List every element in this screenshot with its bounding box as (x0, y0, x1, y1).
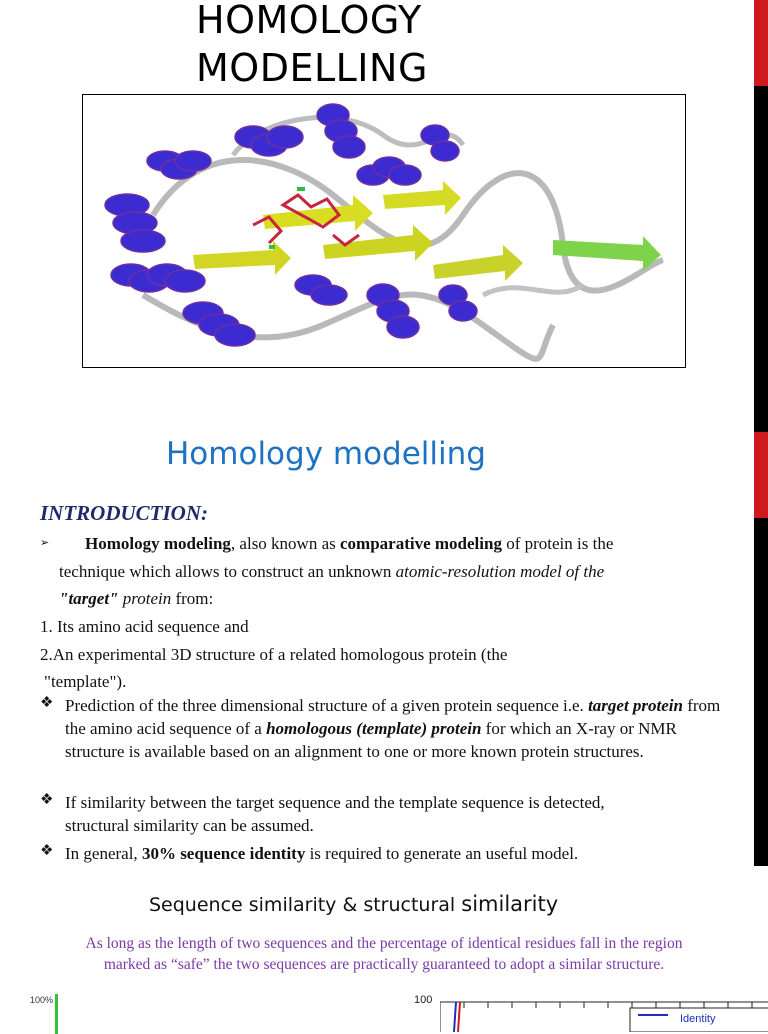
intro-line-2: technique which allows to construct an unknown atomic-resolution model of the (59, 562, 605, 581)
diamond-bullet-icon: ❖ (40, 695, 54, 711)
legend-line-icon (638, 1014, 668, 1016)
bullet-paragraph-3: In general, 30% sequence identity is required to generate an useful model. (65, 844, 579, 863)
list-item-2: 2.An experimental 3D structure of a related homologous protein (the (40, 645, 508, 664)
red-accent-top (754, 0, 768, 86)
red-accent-middle (754, 432, 768, 518)
section-heading: Homology modelling (166, 436, 486, 472)
protein-structure-image (82, 94, 686, 368)
diamond-bullet-icon: ❖ (40, 843, 54, 859)
bullet-paragraph-1: Prediction of the three dimensional structure of a given protein sequence i.e. target protein from the amino acid sequence of a homologous (template) protein for which an X-ray or NMR structure is available based on an alignment to one or more known protein structures. (65, 696, 721, 761)
slide-edge-strip (754, 0, 768, 1024)
right-chart-tick: 100 (414, 994, 433, 1006)
right-chart-plot (440, 992, 768, 1032)
legend-label: Identity (680, 1013, 716, 1025)
left-chart-tick: 100% (30, 995, 54, 1005)
left-chart-bar (55, 994, 58, 1034)
intro-line-1: Homology modeling, also known as comparative modeling of protein is the (85, 534, 614, 553)
sub-heading: Sequence similarity & structural similarity (149, 892, 559, 916)
protein-ribbon-illustration (83, 95, 685, 367)
introduction-heading: INTRODUCTION: (40, 501, 208, 525)
diamond-bullet-icon: ❖ (40, 792, 54, 808)
list-item-2-continued: "template"). (44, 672, 127, 691)
arrow-bullet-icon: ➢ (40, 537, 50, 549)
intro-line-3: "target" protein from: (59, 589, 214, 608)
page-title: HOMOLOGY MODELLING (196, 0, 428, 90)
left-chart-fragment (30, 990, 53, 1008)
note-text: As long as the length of two sequences and the percentage of identical residues fall in the region marked as “safe” the two sequences are practically guaranteed to adopt a similar structure. (85, 935, 683, 973)
bullet-paragraph-2: If similarity between the target sequence and the template sequence is detected, structural similarity can be assumed. (65, 793, 605, 835)
list-item-1: 1. Its amino acid sequence and (40, 617, 249, 636)
